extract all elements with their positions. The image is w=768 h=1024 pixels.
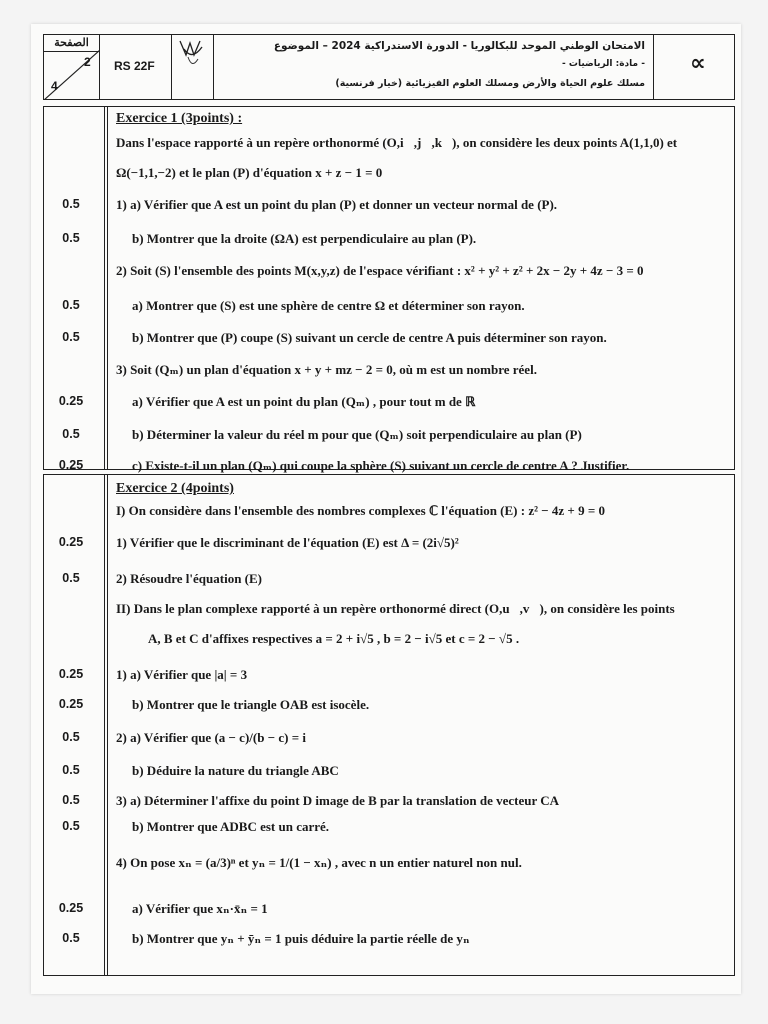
question-points: 0.5 bbox=[62, 427, 80, 441]
question-points: 0.5 bbox=[62, 763, 80, 777]
exercise-title: Exercice 2 (4points) bbox=[116, 481, 234, 496]
question-points: 0.5 bbox=[62, 231, 80, 245]
page-total: 4 bbox=[51, 79, 58, 93]
exercise-1-section bbox=[43, 106, 735, 473]
question-text: a) Vérifier que A est un point du plan (Qₘ) , pour tout m de ℝ bbox=[132, 394, 476, 409]
question-text: 3) Soit (Qₘ) un plan d'équation x + y + mz − 2 = 0, où m est un nombre réel. bbox=[116, 362, 537, 377]
question-points: 0.25 bbox=[58, 697, 84, 711]
exam-title-box bbox=[214, 35, 654, 99]
exam-header bbox=[43, 34, 735, 100]
corner-symbol-box bbox=[654, 35, 736, 99]
exam-subject: - مادة: الرياضيات - bbox=[562, 59, 645, 69]
question-points: 0.5 bbox=[62, 571, 80, 585]
exam-title: الامتحان الوطني الموحد للبكالوريا - الدورة الاستدراكية 2024 – الموضوع bbox=[273, 40, 645, 52]
corner-symbol: ∝ bbox=[690, 51, 706, 76]
question-text: Dans l'espace rapporté à un repère orthonormé (O,i⃗,j⃗,k⃗), on considère les deux points A(1,1,0) et bbox=[116, 135, 678, 150]
question-points: 0.25 bbox=[58, 394, 84, 408]
points-column-divider bbox=[104, 107, 108, 469]
question-points: 0.5 bbox=[62, 819, 80, 833]
question-text: 2) a) Vérifier que (a − c)/(b − c) = i bbox=[116, 730, 306, 745]
logo-box bbox=[172, 35, 214, 99]
page-number-box bbox=[44, 35, 100, 99]
question-points: 0.5 bbox=[62, 730, 80, 744]
page-label: الصفحة bbox=[44, 37, 99, 52]
exercise-title: Exercice 1 (3points) : bbox=[116, 111, 243, 126]
question-text: 2) Soit (S) l'ensemble des points M(x,y,z) de l'espace vérifiant : x² + y² + z² + 2x − 2y + 4z − 3 = 0 bbox=[116, 263, 644, 278]
question-points: 0.25 bbox=[58, 535, 84, 549]
question-points: 0.5 bbox=[62, 330, 80, 344]
question-text: 3) a) Déterminer l'affixe du point D image de B par la translation de vecteur CA⃗ bbox=[116, 793, 570, 808]
question-text: A, B et C d'affixes respectives a = 2 + i√5 , b = 2 − i√5 et c = 2 − √5 . bbox=[148, 631, 520, 646]
exam-track: مسلك علوم الحياة والأرض ومسلك العلوم الفيزيائية (خيار فرنسية) bbox=[335, 78, 645, 89]
exercise-2-section bbox=[43, 474, 735, 976]
page-number: 2 bbox=[84, 55, 91, 69]
question-text: 1) a) Vérifier que A est un point du plan (P) et donner un vecteur normal de (P). bbox=[116, 197, 558, 212]
question-text: 4) On pose xₙ = (a/3)ⁿ et yₙ = 1/(1 − xₙ) , avec n un entier naturel non nul. bbox=[116, 855, 522, 870]
question-text: b) Déduire la nature du triangle ABC bbox=[132, 763, 339, 778]
question-text: b) Montrer que le triangle OAB est isocèle. bbox=[132, 697, 370, 712]
question-text: b) Montrer que yₙ + ȳₙ = 1 puis déduire la partie réelle de yₙ bbox=[132, 931, 470, 946]
points-column-divider bbox=[104, 475, 108, 975]
question-text: a) Montrer que (S) est une sphère de centre Ω et déterminer son rayon. bbox=[132, 298, 525, 313]
question-text: Ω(−1,1,−2) et le plan (P) d'équation x + z − 1 = 0 bbox=[116, 165, 383, 180]
question-text: c) Existe-t-il un plan (Qₘ) qui coupe la sphère (S) suivant un cercle de centre A ? Justifier. bbox=[132, 458, 630, 473]
question-points: 0.5 bbox=[62, 931, 80, 945]
ministry-logo-icon bbox=[172, 35, 214, 101]
question-text: a) Vérifier que xₙ·x̄ₙ = 1 bbox=[132, 901, 268, 916]
question-text: b) Montrer que ADBC est un carré. bbox=[132, 819, 330, 834]
question-text: 1) a) Vérifier que |a| = 3 bbox=[116, 667, 248, 682]
question-text: 2) Résoudre l'équation (E) bbox=[116, 571, 263, 586]
exam-code-box bbox=[100, 35, 172, 99]
question-text: b) Déterminer la valeur du réel m pour que (Qₘ) soit perpendiculaire au plan (P) bbox=[132, 427, 582, 442]
question-text: b) Montrer que la droite (ΩA) est perpendiculaire au plan (P). bbox=[132, 231, 477, 246]
question-points: 0.25 bbox=[58, 667, 84, 681]
question-text: b) Montrer que (P) coupe (S) suivant un cercle de centre A puis déterminer son rayon. bbox=[132, 330, 607, 345]
question-points: 0.5 bbox=[62, 793, 80, 807]
question-text: I) On considère dans l'ensemble des nombres complexes ℂ l'équation (E) : z² − 4z + 9 = 0 bbox=[116, 503, 605, 518]
question-points: 0.5 bbox=[62, 197, 80, 211]
question-points: 0.25 bbox=[58, 458, 84, 472]
exam-paper bbox=[31, 24, 741, 994]
question-points: 0.25 bbox=[58, 901, 84, 915]
question-text: II) Dans le plan complexe rapporté à un repère orthonormé direct (O,u⃗,v⃗), on considère les points bbox=[116, 601, 675, 616]
question-text: 1) Vérifier que le discriminant de l'équation (E) est Δ = (2i√5)² bbox=[116, 535, 459, 550]
exam-code: RS 22F bbox=[114, 59, 155, 73]
question-points: 0.5 bbox=[62, 298, 80, 312]
